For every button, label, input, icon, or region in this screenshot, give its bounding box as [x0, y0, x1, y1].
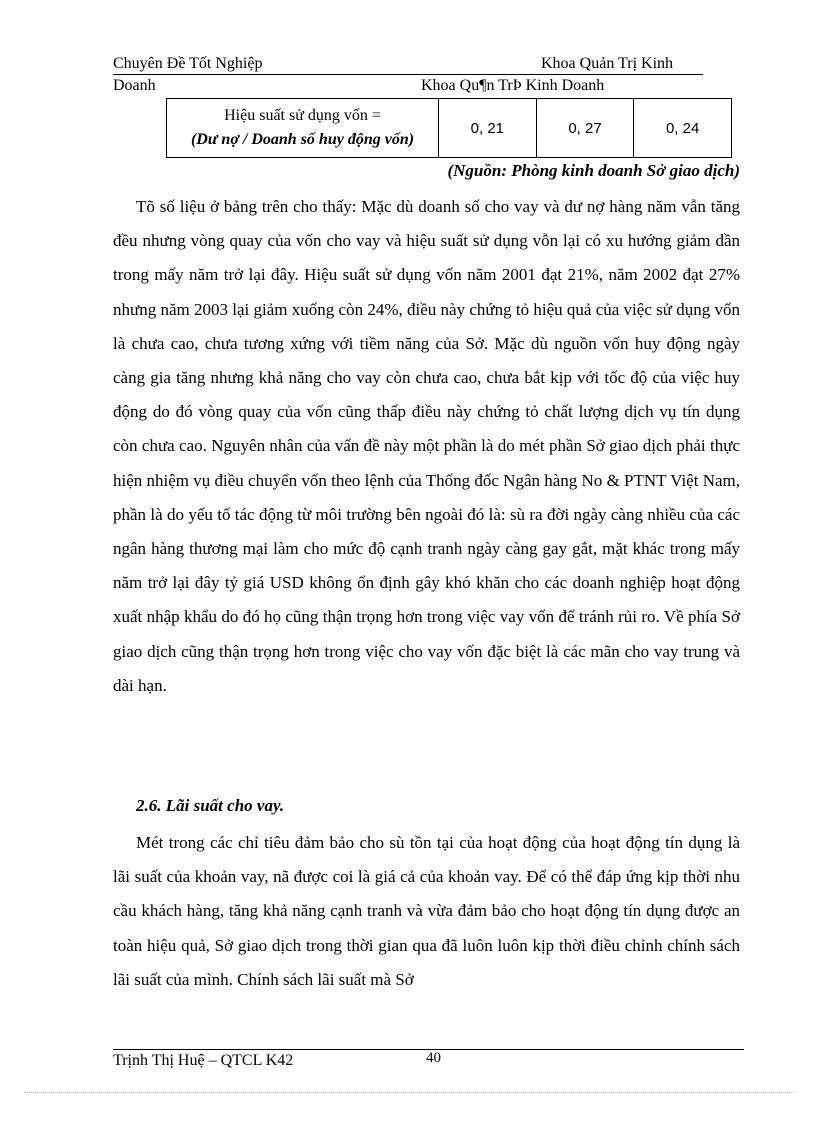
capital-efficiency-table — [166, 98, 732, 158]
table-cell-value: 0, 21 — [439, 99, 537, 158]
page-number: 40 — [426, 1050, 441, 1066]
table-source-note: (Nguồn: Phòng kinh doanh Sở giao dịch) — [447, 161, 740, 180]
page-header-line1 — [113, 54, 703, 75]
table-row — [167, 99, 732, 158]
page-header-line2 — [113, 76, 703, 96]
table-cell-value: 0, 27 — [536, 99, 634, 158]
label-line-1: Hiệu suất sử dụng vốn = — [224, 107, 381, 124]
header-title: Chuyên Đề Tốt Nghiệp — [113, 55, 263, 72]
body-paragraph: Tõ số liệu ở bảng trên cho thấy: Mặc dù doanh số cho vay và dư nợ hàng năm vẫn tăng đều nhưng vòng quay của vốn cho vay và hiệu suất sử dụng vỗn lại có xu hướng giảm dần trong mấy năm trở lại đây. Hiệu suất sử dụng vốn năm 2001 đạt 21%, năm 2002 đạt 27% nhưng năm 2003 lại giảm xuống còn 24%, điều này chứng tỏ hiệu quả của việc sử dụng vốn là chưa cao, chưa tương xứng với tiềm năng của Sở. Mặc dù nguồn vốn huy động ngày càng gia tăng nhưng khả năng cho vay còn chưa cao, chưa bắt kịp với tốc độ của việc huy động do đó vòng quay của vốn cũng thấp điều này chứng tỏ chất lượng dịch vụ tín dụng còn chưa cao. Nguyên nhân của vấn đề này một phần là do mét phần Sở giao dịch phải thực hiện nhiệm vụ điều chuyển vốn theo lệnh của Thống đốc Ngân hàng No & PTNT Việt Nam, phần là do yếu tố tác động từ môi trường bên ngoài đó là: sù ra đời ngày càng nhiều của các ngân hàng thương mại làm cho mức độ cạnh tranh ngày càng gay gắt, mặt khác trong mấy năm trở lại đây tỷ giá USD không ổn định gây khó khăn cho các doanh nghiệp hoạt động xuất nhập khẩu do đó họ cũng thận trọng hơn trong việc vay vốn để tránh rủi ro. Về phía Sở giao dịch cũng thận trọng hơn trong việc cho vay vốn đặc biệt là các mãn cho vay trung và dài hạn. — [113, 197, 740, 695]
header-title-continued: Doanh — [113, 77, 156, 94]
header-department-garbled: Khoa Qu¶n TrÞ Kinh Doanh — [421, 77, 605, 94]
page-edge-divider — [24, 1092, 794, 1093]
header-department: Khoa Quản Trị Kinh — [541, 55, 674, 72]
footer-author: Trịnh Thị Huệ – QTCL K42 — [113, 1052, 294, 1069]
section-heading: 2.6. Lãi suất cho vay. — [136, 796, 285, 815]
body-paragraph: Mét trong các chỉ tiêu đảm bảo cho sù tồn tại của hoạt động của hoạt động tín dụng là lãi suất của khoản vay, nã được coi là giá cả của khoản vay. Để có thể đáp ứng kịp thời nhu cầu khách hàng, tăng khả năng cạnh tranh và vừa đảm bảo cho hoạt động tín dụng được an toàn hiệu quả, Sở giao dịch trong thời gian qua đã luôn luôn kịp thời điều chỉnh chính sách lãi suất của mình. Chính sách lãi suất mà Sở — [113, 833, 740, 989]
label-line-2: (Dư nợ / Doanh số huy động vốn) — [190, 131, 415, 148]
table-cell-value: 0, 24 — [634, 99, 732, 158]
table-row-label — [167, 99, 439, 158]
